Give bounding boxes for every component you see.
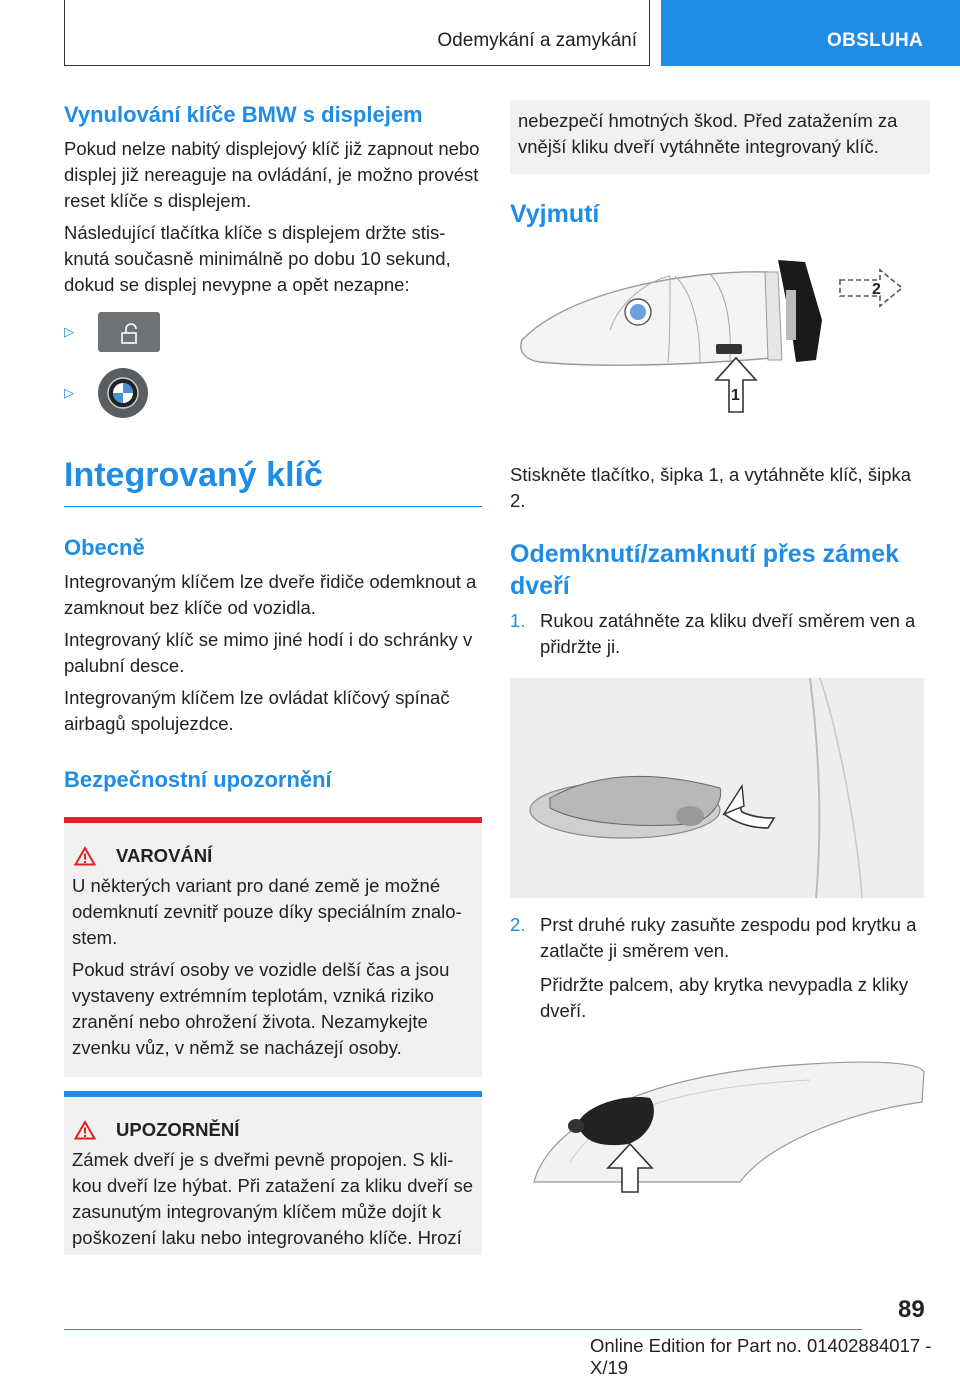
- general-paragraph-3: Integrovaným klíčem lze ovládat klíčový spínač airbagů spolujezdce.: [64, 687, 450, 734]
- section-title: Odemykání a zamykání: [437, 30, 637, 51]
- general-paragraph-1: Integrovaným klíčem lze dveře řidiče odemknout a zamknout bez klíče od vozidla.: [64, 571, 477, 618]
- safety-heading: Bezpečnostní upozornění: [64, 767, 332, 792]
- general-paragraph-2: Integrovaný klíč se mimo jiné hodí i do schránky v palubní desce.: [64, 629, 473, 676]
- bullet-unlock: [64, 312, 482, 352]
- warning-title: [72, 845, 474, 867]
- integrated-key-heading: Integrovaný klíč: [64, 456, 323, 494]
- notice-box: [64, 1091, 482, 1255]
- step-item: [510, 912, 930, 1024]
- step-text: Rukou zatáhněte za kliku dveří směrem ven a přidržte ji.: [540, 610, 916, 657]
- step-text: Prst druhé ruky zasuňte zespodu pod krytku a zatlačte ji směrem ven.: [540, 914, 917, 961]
- bullet-mark: ▷: [64, 385, 74, 400]
- page-number: 89: [898, 1296, 925, 1323]
- reset-paragraph-2: Následující tlačítka klíče s displejem držte stis-knutá současně minimálně po dobu 10 sekund, dokud se displej nevypne a opět nezapne:: [64, 222, 451, 295]
- bullet-bmw: [64, 368, 482, 418]
- right-column: [510, 100, 930, 1192]
- step-number: 2.: [510, 914, 526, 935]
- warning-title-text: VAROVÁNÍ: [116, 845, 213, 866]
- warning-paragraph-2: Pokud stráví osoby ve vozidle delší čas a jsou vystaveny extrémním teplotám, vzniká riziko zranění nebo ohrožení života. Nezamykejte zvenku vůz, v němž se nacházejí osoby.: [72, 959, 450, 1058]
- warning-triangle-icon: [74, 846, 96, 866]
- notice-title-text: UPOZORNĚNÍ: [116, 1119, 240, 1140]
- door-cap-figure: [510, 1042, 930, 1192]
- unlock-button-icon: [98, 312, 160, 352]
- warning-box: [64, 817, 482, 1077]
- arrow-label-2: 2: [872, 281, 881, 298]
- step-text-2: Přidržte palcem, aby krytka nevypadla z kliky dveří.: [540, 974, 909, 1021]
- footer-edition: [590, 1335, 960, 1379]
- header-section-box: [64, 0, 650, 66]
- general-heading: Obecně: [64, 535, 145, 560]
- notice-continued-text: nebezpečí hmotných škod. Před zatažením za vnější kliku dveří vytáhněte integrovaný klíč.: [518, 110, 898, 157]
- chapter-tab[interactable]: [661, 0, 960, 66]
- left-column: [64, 100, 482, 1255]
- footer-edition-text: Online Edition for Part no. 01402884017 - X/19: [590, 1335, 932, 1378]
- reset-heading: Vynulování klíče BMW s displejem: [64, 102, 423, 127]
- step-item: [510, 608, 930, 660]
- bmw-logo-button-icon: [98, 368, 148, 418]
- door-handle-figure: [510, 678, 924, 898]
- notice-box-continued: [510, 100, 930, 174]
- notice-paragraph-1: Zámek dveří je s dveřmi pevně propojen. S kli-kou dveří lze hýbat. Při zatažení za kliku dveří se zasunutým integrovaným klíčem může dojít k poškození laku nebo integrovaného klíče. Hrozí: [72, 1149, 474, 1248]
- warning-paragraph-1: U některých variant pro dané země je možné odemknutí zevnitř pouze díky speciálním znalo-stem.: [72, 875, 462, 948]
- removal-instruction: Stiskněte tlačítko, šipka 1, a vytáhněte klíč, šipka 2.: [510, 464, 912, 511]
- footer-rule: [64, 1329, 862, 1330]
- key-removal-figure: [510, 250, 930, 420]
- reset-paragraph-1: Pokud nelze nabitý displejový klíč již zapnout nebo displej již nereaguje na ovládání, je možno provést reset klíče s displejem.: [64, 138, 480, 211]
- notice-triangle-icon: [74, 1120, 96, 1140]
- bullet-mark: ▷: [64, 324, 74, 339]
- step-number: 1.: [510, 610, 526, 631]
- removal-heading: Vyjmutí: [510, 200, 600, 228]
- notice-title: [72, 1119, 474, 1141]
- arrow-label-1: 1: [731, 387, 740, 404]
- lock-heading: Odemknutí/zamknutí přes zámek dveří: [510, 540, 900, 600]
- heading-rule: [64, 506, 482, 507]
- chapter-tab-label: OBSLUHA: [827, 30, 924, 51]
